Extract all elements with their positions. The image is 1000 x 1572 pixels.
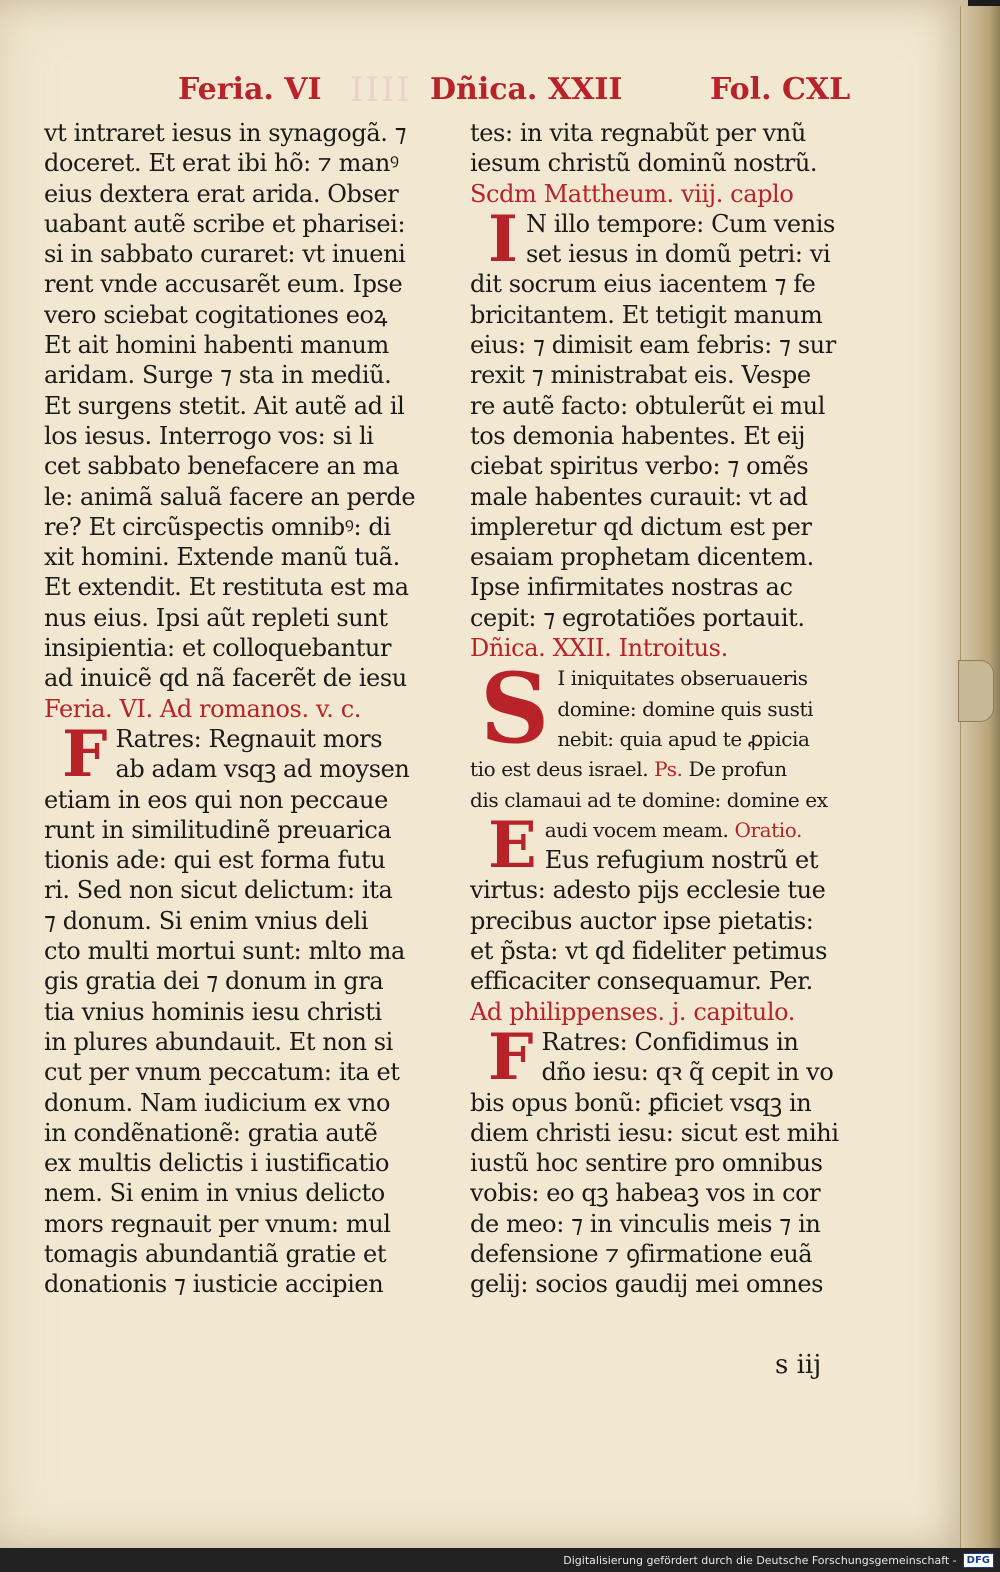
inline-rubric: Oratio. [734,817,803,842]
decorated-initial: I [488,201,518,277]
folio-number: Fol. CXL [710,72,851,107]
text-line [44,663,462,693]
text-line [44,118,462,148]
text-line [557,724,890,754]
text-line [545,815,890,845]
text-line [44,360,462,390]
text-line [541,1027,890,1057]
rubric-heading [44,694,462,724]
header-center: Dñica. XXII [430,72,623,107]
text-line [44,330,462,360]
line-text: nus eius. Ipsi aũt repleti sunt [44,603,388,632]
text-line [470,936,890,966]
text-line [44,1088,462,1118]
line-text: eius dextera erat arida. Obser [44,179,399,208]
line-text: Ipse infirmitates nostras ac [470,573,793,602]
text-line [470,451,890,481]
rubric-heading [470,633,890,663]
left-text-column [44,118,462,1300]
dfg-logo: DFG [963,1553,994,1568]
text-line [44,1027,462,1057]
line-text: rexit ⁊ ministrabat eis. Vespe [470,361,811,390]
line-text: ciebat spiritus verbo: ⁊ omẽs [470,452,809,481]
line-text: vobis: eo qꝫ habeaꝫ vos in cor [470,1179,821,1208]
header-left: Feria. VI [178,72,322,107]
line-text: ex multis delictis i iustificatio [44,1149,390,1178]
decorated-initial: E [488,807,537,883]
line-text: tos demonia habentes. Et eij [470,421,806,450]
line-text: le: animã saluã facere an perde [44,482,416,511]
line-text: in plures abundauit. Et non si [44,1027,393,1056]
text-line [44,512,462,542]
right-text-column [470,118,890,1300]
line-text: si in sabbato curaret: vt inueni [44,240,406,269]
text-line [44,1118,462,1148]
text-line [470,785,890,815]
line-text: nem. Si enim in vnius delicto [44,1179,385,1208]
line-text: tomagis abundantiã gratie et [44,1239,387,1268]
line-text: cet sabbato benefacere an ma [44,452,399,481]
line-text: Et surgens stetit. Ait autẽ ad il [44,391,405,420]
footer-credit: Digitalisierung gefördert durch die Deutsche Forschungsgemeinschaft - [563,1553,957,1567]
line-text: Eus refugium nostrũ et [544,846,819,875]
text-line [44,997,462,1027]
line-text: runt in similitudinẽ preuarica [44,815,392,844]
line-text: domine: domine quis susti [557,696,814,721]
line-text: re? Et circũspectis omnibꝰ: di [44,512,391,541]
line-text: gelij: socios gaudij mei omnes [470,1270,824,1299]
funding-footer [0,1548,1000,1572]
line-text: bricitantem. Et tetigit manum [470,300,823,329]
text-line [470,1209,890,1239]
line-text: Scdm Mattheum. viij. caplo [470,179,794,208]
line-text: vt intraret iesus in synagogã. ⁊ [44,119,407,147]
line-text: donationis ⁊ iusticie accipien [44,1270,384,1299]
text-line [470,360,890,390]
text-line [470,875,890,905]
text-line [470,906,890,936]
line-text: insipientia: et colloquebantur [44,634,392,663]
text-line [115,724,462,754]
line-text: defensione ⁊ ꝯfirmatione euã [470,1239,813,1268]
line-text: nebit: quia apud te ꝓpicia [557,726,810,751]
line-text: re autẽ facto: obtulerũt ei mul [470,391,825,420]
line-text: male habentes curauit: vt ad [470,482,808,511]
text-line [44,300,462,330]
line-text: efficaciter consequamur. Per. [470,967,813,996]
line-text: bis opus bonũ: ꝑficiet vsqꝫ in [470,1088,812,1117]
text-line [44,1057,462,1087]
decorated-initial: S [480,652,550,766]
text-line [44,269,462,299]
line-text: tia vnius hominis iesu christi [44,997,382,1026]
text-line [470,1269,890,1299]
line-text: Ratres: Regnauit mors [115,724,383,753]
line-text: et p̃sta: vt qd fideliter petimus [470,937,828,966]
line-text: Dñica. XXII. Introitus. [470,634,728,663]
line-text: ad inuicẽ qd nã facerẽt de iesu [44,664,407,693]
text-line [44,875,462,905]
bleed-through-text: IIII [350,70,412,110]
line-text: impleretur qd dictum est per [470,512,812,541]
line-text: dit socrum eius iacentem ⁊ fe [470,270,816,299]
text-line [557,694,890,724]
line-text: dño iesu: qꝛ q̃ cepit in vo [541,1058,834,1087]
text-line [44,239,462,269]
text-line [44,542,462,572]
text-line [470,391,890,421]
text-line [44,391,462,421]
text-line [470,603,890,633]
text-line [557,663,890,693]
line-text: Et extendit. Et restituta est ma [44,573,409,602]
line-text: precibus auctor ipse pietatis: [470,906,814,935]
line-text: ⁊ donum. Si enim vnius deli [44,906,368,935]
line-text: mors regnauit per vnum: mul [44,1209,391,1238]
line-text: rent vnde accusarẽt eum. Ipse [44,270,403,299]
line-text: de meo: ⁊ in vinculis meis ⁊ in [470,1209,821,1238]
line-text: iesum christũ dominũ nostrũ. [470,149,818,178]
text-line [470,300,890,330]
text-line [541,1057,890,1087]
line-text: Ad philippenses. j. capitulo. [470,997,795,1026]
line-text: Feria. VI. Ad romanos. v. c. [44,694,361,723]
text-line [470,966,890,996]
line-text: Ratres: Confidimus in [541,1027,799,1056]
text-line [470,269,890,299]
text-line [470,1178,890,1208]
decorated-initial: F [62,716,108,792]
text-line [470,754,890,784]
text-line [44,209,462,239]
line-text: esaiam prophetam dicentem. [470,543,814,572]
text-line [470,542,890,572]
line-text: ri. Sed non sicut delictum: ita [44,876,393,905]
line-text: cto multi mortui sunt: mlto ma [44,937,405,966]
line-text: ab adam vsqꝫ ad moysen [115,755,410,784]
rubric-heading [470,997,890,1027]
text-line [526,209,890,239]
text-line [44,815,462,845]
line-text: doceret. Et erat ibi hõ: ⁊ manꝰ [44,149,399,178]
text-line [470,1088,890,1118]
page-edge [960,6,1000,1548]
text-line [44,1209,462,1239]
line-text: I iniquitates obseruaueris [557,666,808,691]
line-text: set iesus in domũ petri: vi [525,240,831,269]
text-line [44,1269,462,1299]
signature-mark: s iij [775,1350,822,1380]
text-line [44,572,462,602]
line-text: etiam in eos qui non peccaue [44,785,388,814]
text-line [470,482,890,512]
text-line [115,754,462,784]
text-line [470,1239,890,1269]
line-text: cut per vnum peccatum: ita et [44,1058,400,1087]
text-line [545,845,890,875]
line-text: xit homini. Extende manũ tuã. [44,543,400,572]
line-text: N illo tempore: Cum venis [525,209,835,238]
line-text: virtus: adesto pijs ecclesie tue [470,876,826,905]
line-text: los iesus. Interrogo vos: si li [44,421,374,450]
text-line [44,845,462,875]
text-line [470,572,890,602]
line-text: in condẽnationẽ: gratia autẽ [44,1118,378,1147]
text-line [44,148,462,178]
line-text: dis clamaui ad te domine: domine ex [470,787,828,812]
line-text: iustũ hoc sentire pro omnibus [470,1149,823,1178]
line-text: audi vocem meam. Oratio. [544,817,803,842]
line-text: tio est deus israel. Ps. De profun [470,757,787,782]
line-text: tionis ade: qui est forma futu [44,846,386,875]
text-line [470,421,890,451]
line-text: diem christi iesu: sicut est mihi [470,1118,839,1147]
text-line [470,512,890,542]
text-line [44,906,462,936]
text-line [44,179,462,209]
decorated-initial: F [488,1019,534,1095]
text-line [470,1118,890,1148]
text-line [44,1148,462,1178]
line-text: tes: in vita regnabũt per vnũ [470,119,806,147]
text-line [44,451,462,481]
inline-rubric: Ps. [654,757,683,782]
text-line [44,603,462,633]
text-line [44,1239,462,1269]
text-line [44,482,462,512]
line-text: aridam. Surge ⁊ sta in mediũ. [44,361,392,390]
text-line [44,1178,462,1208]
line-text: vero sciebat cogitationes eoꝝ [44,300,388,329]
text-line [470,118,890,148]
line-text: uabant autẽ scribe et pharisei: [44,209,406,238]
text-line [44,936,462,966]
line-text: Et ait homini habenti manum [44,331,389,360]
line-text: eius: ⁊ dimisit eam febris: ⁊ sur [470,331,836,360]
line-text: donum. Nam iudicium ex vno [44,1088,391,1117]
text-line [470,330,890,360]
line-text: gis gratia dei ⁊ donum in gra [44,967,384,996]
line-text: cepit: ⁊ egrotatiões portauit. [470,603,805,632]
text-line [44,785,462,815]
page-header [0,72,968,116]
bookmark-tab [958,660,994,722]
text-line [44,966,462,996]
rubric-heading [470,179,890,209]
text-line [526,239,890,269]
text-line [44,633,462,663]
text-line [470,148,890,178]
text-line [470,1148,890,1178]
text-line [44,421,462,451]
